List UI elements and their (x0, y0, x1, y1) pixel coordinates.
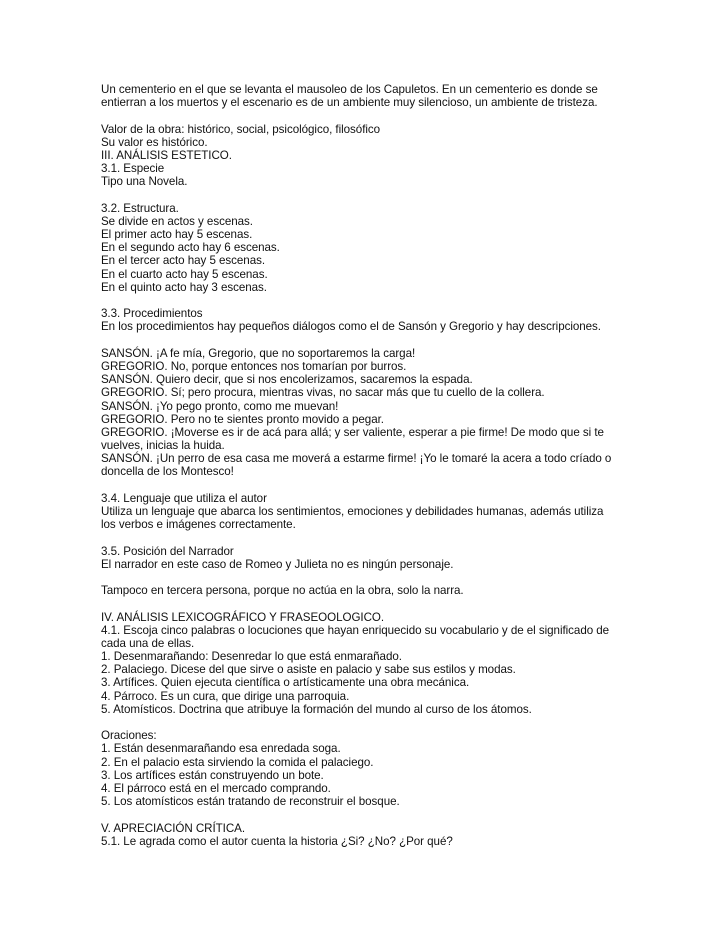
dialogue-line: GREGORIO. Pero no te sientes pronto movido a pegar. (101, 412, 384, 426)
text-line: El narrador en este caso de Romeo y Julieta no es ningún personaje. (101, 557, 454, 571)
text-line: Utiliza un lenguaje que abarca los sentimientos, emociones y debilidades humanas, además utiliza (101, 505, 604, 518)
text-line: Valor de la obra: histórico, social, psicológico, filosófico (101, 122, 381, 136)
paragraph-oraciones (101, 729, 661, 808)
list-item: 1. Desenmarañando: Desenredar lo que está enmarañado. (101, 650, 402, 664)
text-line: Tipo una Novela. (101, 175, 188, 189)
paragraph-valor-obra (101, 123, 661, 189)
paragraph-cementerio (101, 83, 661, 109)
dialogue-line: SANSÓN. ¡Yo pego pronto, como me muevan! (101, 399, 339, 413)
dialogue-line: SANSÓN. ¡A fe mía, Gregorio, que no soportaremos la carga! (101, 346, 416, 360)
paragraph-apreciacion (101, 822, 661, 848)
text-line: Se divide en actos y escenas. (101, 214, 253, 228)
dialogue-line: doncella de los Montesco! (101, 465, 234, 479)
subsection-heading: 3.4. Lenguaje que utiliza el autor (101, 491, 267, 505)
list-item: 3. Artífices. Quien ejecuta científica o artísticamente una obra mecánica. (101, 676, 470, 690)
list-item: 2. Palaciego. Dicese del que sirve o asiste en palacio y sabe sus estilos y modas. (101, 663, 516, 677)
text-line: Tampoco en tercera persona, porque no actúa en la obra, solo la narra. (101, 584, 464, 598)
subsection-heading: 3.3. Procedimientos (101, 307, 203, 321)
text-line: 5.1. Le agrada como el autor cuenta la historia ¿Si? ¿No? ¿Por qué? (101, 834, 453, 848)
list-item: 4. El párroco está en el mercado comprando. (101, 781, 331, 795)
dialogue-line: GREGORIO. Sí; pero procura, mientras vivas, no sacar más que tu cuello de la collera. (101, 386, 545, 400)
text-line: los verbos e imágenes correctamente. (101, 518, 296, 532)
subsection-heading: Oraciones: (101, 729, 157, 743)
dialogue-line: SANSÓN. ¡Un perro de esa casa me moverá a estarme firme! ¡Yo le tomaré la acera a todo críado o (101, 452, 612, 466)
list-item: 1. Están desenmarañando esa enredada soga. (101, 742, 341, 756)
text-line: En el segundo acto hay 6 escenas. (101, 241, 280, 255)
text-line: En el quinto acto hay 3 escenas. (101, 280, 267, 294)
list-item: 2. En el palacio esta sirviendo la comida el palaciego. (101, 755, 374, 769)
subsection-heading: 3.1. Especie (101, 162, 165, 176)
paragraph-tercera-persona (101, 584, 661, 597)
document-page (101, 83, 661, 848)
list-item: 5. Atomísticos. Doctrina que atribuye la formación del mundo al curso de los átomos. (101, 702, 532, 716)
paragraph-dialogo (101, 347, 661, 479)
text-line: En el cuarto acto hay 5 escenas. (101, 267, 268, 281)
text-line: 4.1. Escoja cinco palabras o locuciones que hayan enriquecido su vocabulario y de el significado de (101, 623, 610, 637)
text-line: En el tercer acto hay 5 escenas. (101, 254, 266, 268)
text-line: El primer acto hay 5 escenas. (101, 228, 253, 242)
list-item: 5. Los atomísticos están tratando de reconstruir el bosque. (101, 795, 400, 809)
paragraph-lenguaje (101, 492, 661, 532)
text-line: Su valor es histórico. (101, 135, 208, 149)
paragraph-lexicografico (101, 611, 661, 717)
section-heading: IV. ANÁLISIS LEXICOGRÁFICO Y FRASEOOLOGICO. (101, 610, 385, 624)
dialogue-line: GREGORIO. ¡Moverse es ir de acá para allá; y ser valiente, esperar a pie firme! De modo que si te (101, 425, 604, 439)
section-heading: III. ANÁLISIS ESTETICO. (101, 148, 232, 162)
subsection-heading: 3.2. Estructura. (101, 201, 179, 215)
section-heading: V. APRECIACIÓN CRÍTICA. (101, 821, 246, 835)
text-line: En los procedimientos hay pequeños diálogos como el de Sansón y Gregorio y hay descripciones. (101, 320, 601, 334)
paragraph-estructura (101, 202, 661, 294)
text-line: entierran a los muertos y el escenario es de un ambiente muy silencioso, un ambiente de tristeza. (101, 96, 598, 110)
text-line: cada una de ellas. (101, 636, 195, 650)
text-line: Un cementerio en el que se levanta el mausoleo de los Capuletos. En un cementerio es donde se (101, 83, 598, 96)
dialogue-line: GREGORIO. No, porque entonces nos tomarían por burros. (101, 359, 407, 373)
paragraph-narrador (101, 545, 661, 571)
list-item: 3. Los artífices están construyendo un bote. (101, 768, 324, 782)
paragraph-procedimientos (101, 307, 661, 333)
dialogue-line: SANSÓN. Quiero decir, que si nos encolerizamos, sacaremos la espada. (101, 373, 473, 387)
dialogue-line: vuelves, inicias la huida. (101, 439, 225, 453)
subsection-heading: 3.5. Posición del Narrador (101, 544, 234, 558)
list-item: 4. Párroco. Es un cura, que dirige una parroquia. (101, 689, 350, 703)
